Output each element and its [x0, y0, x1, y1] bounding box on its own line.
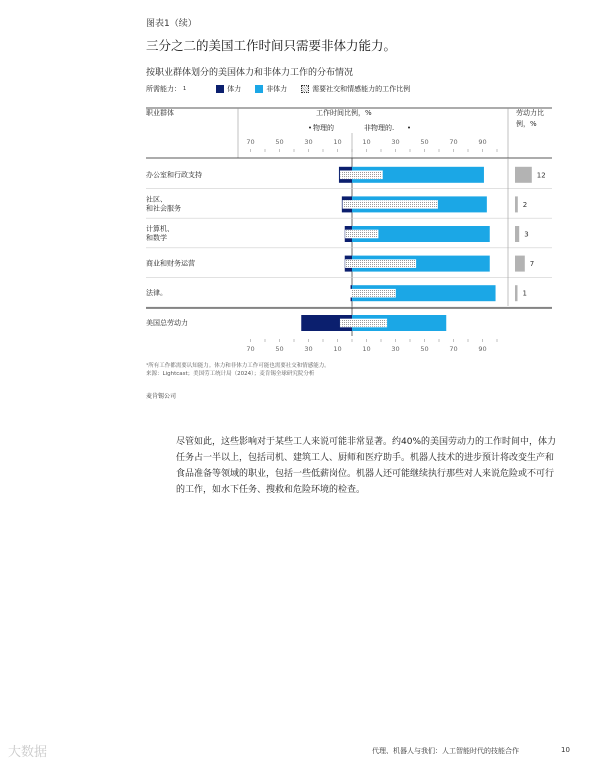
legend-label-social: 需要社交和情感能力的工作比例 — [312, 85, 411, 93]
labor-share-label: 1 — [522, 289, 527, 298]
labor-share-label: 2 — [522, 200, 528, 209]
publisher-name: 麦肯锡公司 — [146, 393, 177, 400]
top-tick-label-right-50: 50 — [420, 138, 429, 146]
labor-share-label: 7 — [529, 260, 535, 269]
legend-prefix: 所需能力： — [146, 85, 181, 93]
bar-labor-share — [515, 285, 518, 301]
bottom-tick-label-left-70: 70 — [246, 345, 255, 353]
category-label: 计算机、 — [146, 225, 174, 233]
bar-labor-share — [515, 167, 532, 183]
bottom-tick-label-right-70: 70 — [449, 345, 458, 353]
chart-canvas — [0, 0, 606, 360]
header-dot-physical — [309, 127, 311, 129]
bar-labor-share — [515, 256, 525, 272]
bar-social-emotional — [340, 171, 382, 179]
footnote-1: ¹所有工作都需要认知能力。体力和非体力工作可能也需要社交和情感能力。 — [146, 363, 330, 369]
bar-social-emotional — [340, 319, 387, 327]
top-tick-label-left-30: 30 — [304, 138, 313, 146]
chart-notes — [146, 362, 330, 378]
bar-social-emotional — [345, 230, 378, 238]
category-label: 法律。 — [146, 289, 167, 298]
source-note: 来源：Lightcast；美国劳工统计局（2024）；麦肯锡全球研究院分析 — [146, 371, 315, 377]
top-tick-label-left-50: 50 — [275, 138, 284, 146]
category-label: 办公室和行政支持 — [146, 170, 202, 179]
column-header-labor-share — [516, 108, 544, 129]
header-dot-nonphysical — [408, 127, 410, 129]
bar-labor-share — [515, 226, 519, 242]
bottom-tick-label-left-10: 10 — [333, 345, 342, 353]
watermark-logo: 大数据 — [8, 745, 48, 760]
column-header-group: 职业群体 — [146, 109, 174, 117]
category-label: 美国总劳动力 — [146, 319, 188, 327]
column-header-physical: 物理的 — [313, 124, 334, 132]
category-label: 商业和财务运营 — [146, 259, 195, 268]
category-label: 和数学 — [146, 234, 167, 242]
chart-headline: 三分之二的美国工作时间只需要非体力能力。 — [146, 38, 397, 53]
bar-social-emotional — [351, 289, 396, 297]
labor-share-header-line-1: 劳动力比 — [516, 109, 544, 117]
bottom-tick-label-right-90: 90 — [478, 345, 487, 353]
bottom-tick-label-right-50: 50 — [420, 345, 429, 353]
legend-label-physical: 体力 — [227, 85, 242, 93]
page-number: 10 — [561, 746, 570, 754]
bar-social-emotional — [343, 200, 438, 208]
bar-labor-share — [515, 196, 518, 212]
top-tick-label-right-90: 90 — [478, 138, 487, 146]
category-label: 社区、 — [146, 195, 167, 204]
top-tick-label-left-10: 10 — [333, 138, 342, 146]
column-header-work-time: 工作时间比例，% — [316, 109, 372, 117]
footer-title: 代理、机器人与我们：人工智能时代的技能合作 — [372, 747, 519, 755]
labor-share-header-line-2: 例，% — [516, 120, 537, 128]
labor-share-label: 3 — [524, 230, 529, 239]
legend-prefix-footnote: 1 — [183, 86, 187, 92]
top-tick-label-left-70: 70 — [246, 138, 255, 146]
top-tick-label-right-10: 10 — [362, 138, 371, 146]
top-tick-label-right-30: 30 — [391, 138, 400, 146]
labor-share-label: 12 — [536, 171, 546, 180]
category-label: 和社会服务 — [146, 204, 181, 213]
bar-social-emotional — [345, 260, 415, 268]
body-paragraph: 尽管如此，这些影响对于某些工人来说可能非常显著。约40%的美国劳动力的工作时间中，体力任务占一半以上，包括司机、建筑工人、厨师和医疗助手。机器人技术的进步预计将改变生产和食品准备等领域的职业，包括一些低薪岗位。机器人还可能继续执行那些对人来说危险或不可行的工作，如水下任务、搜救和危险环境的检查。 — [176, 437, 557, 495]
exhibit-label: 图表1（续） — [146, 19, 197, 29]
bottom-tick-label-right-30: 30 — [391, 345, 400, 353]
bottom-tick-label-left-50: 50 — [275, 345, 284, 353]
chart-subtitle: 按职业群体划分的美国体力和非体力工作的分布情况 — [146, 68, 354, 78]
legend-label-nonphysical: 非体力 — [266, 85, 288, 93]
bottom-tick-label-right-10: 10 — [362, 345, 371, 353]
bottom-tick-label-left-30: 30 — [304, 345, 313, 353]
top-tick-label-right-70: 70 — [449, 138, 458, 146]
column-header-nonphysical: 非物理的. — [364, 124, 395, 132]
